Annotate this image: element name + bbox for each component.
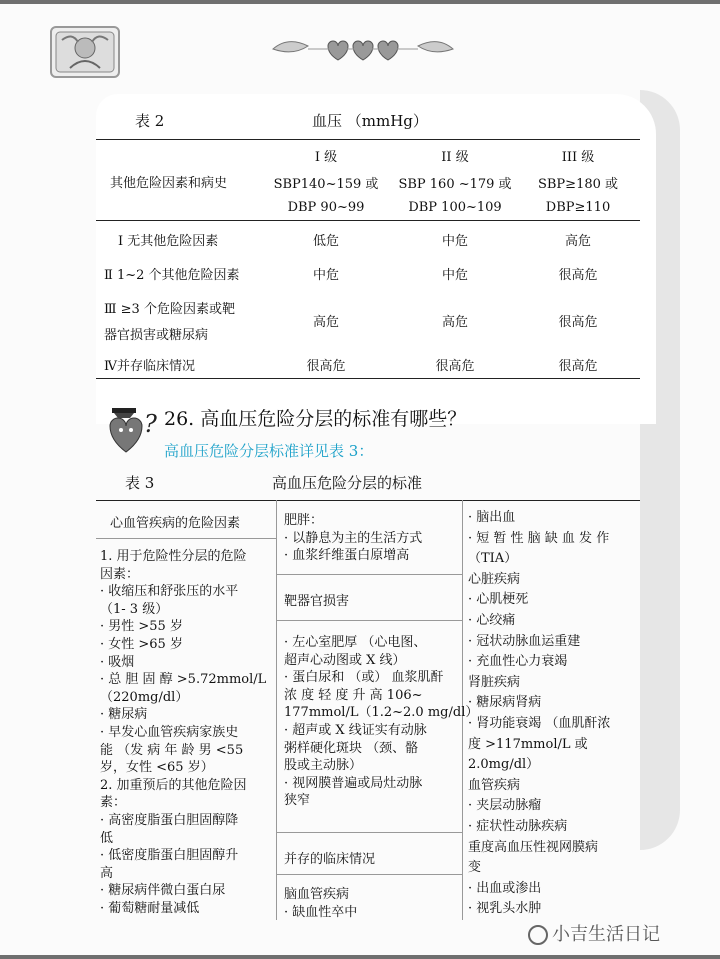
grade3-dbp: DBP≥110 <box>545 200 611 215</box>
row3-grade3: 很高危 <box>558 315 598 330</box>
organ-damage-line: · 蛋白尿和 （或） 血浆肌酐 <box>284 670 444 686</box>
clinical-condition-line: （TIA） <box>468 551 518 567</box>
col2-organ-header: 靶器官损害 <box>284 594 350 609</box>
risk-factor-line: · 收缩压和舒张压的水平 <box>100 584 239 600</box>
risk-factor-line: 2. 加重预后的其他危险因 <box>100 777 247 793</box>
table3-caption: 表 3 <box>125 474 155 492</box>
table3-title: 高血压危险分层的标准 <box>272 474 423 492</box>
row4-grade2: 很高危 <box>435 359 475 374</box>
row3-grade1: 高危 <box>312 315 339 330</box>
organ-damage-line: 超声心动图或 X 线） <box>284 652 406 668</box>
clinical-condition-line: · 症状性动脉疾病 <box>468 818 568 834</box>
col2-rule-3 <box>276 832 462 833</box>
risk-factor-line: 1. 用于危险性分层的危险 <box>100 549 247 564</box>
risk-factor-line: 素： <box>100 795 127 811</box>
risk-factor-line: （220mg/dl） <box>100 689 189 705</box>
obesity-line: 肥胖： <box>284 513 324 528</box>
clinical-condition-line: · 糖尿病肾病 <box>468 695 542 711</box>
organ-damage-line: 粥样硬化斑块 （颈、骼 <box>284 740 419 756</box>
risk-factor-line: 因素： <box>100 566 140 582</box>
col2-rule-1 <box>276 574 462 575</box>
grade3-sbp: SBP≥180 或 <box>537 177 619 192</box>
organ-damage-line: 狭窄 <box>284 793 311 809</box>
row2-grade2: 中危 <box>441 268 468 283</box>
clinical-condition-line: · 夹层动脉瘤 <box>468 798 542 814</box>
table2-top-rule <box>96 139 640 140</box>
table2-mid-rule <box>96 220 640 221</box>
obesity-line: · 以静息为主的生活方式 <box>284 530 423 546</box>
clinical-condition-line: 重度高血压性视网膜病 <box>468 839 599 855</box>
clinical-condition-line: · 出血或渗出 <box>468 880 542 896</box>
col1-risk-factors <box>100 548 276 917</box>
clinical-condition-line: · 心绞痛 <box>468 612 516 628</box>
clinical-condition-line: · 视乳头水肿 <box>468 901 542 917</box>
organ-damage-line: 177mmol/L（1.2~2.0 mg/dl） <box>284 705 479 721</box>
col1-header-rule <box>96 538 276 539</box>
risk-factor-line: · 总 胆 固 醇 >5.72mmol/L <box>100 672 267 688</box>
grade1-dbp: DBP 90~99 <box>287 200 365 215</box>
hearts-doves-ornament-icon <box>268 34 458 64</box>
question-subtitle: 高血压危险分层标准详见表 3： <box>164 442 374 460</box>
risk-factor-line: · 早发心血管疾病家族史 <box>100 724 239 740</box>
clinical-condition-line: 肾脏疾病 <box>468 674 521 690</box>
bottom-border <box>0 955 720 959</box>
obesity-line: · 血浆纤维蛋白原增高 <box>284 548 410 564</box>
risk-factor-line: 能 （发 病 年 龄 男 <55 <box>100 742 244 758</box>
grade2-dbp: DBP 100~109 <box>408 200 502 215</box>
logo-icon <box>50 26 120 78</box>
row4-label: Ⅳ并存临床情况 <box>104 359 195 374</box>
row1-grade3: 高危 <box>564 234 591 249</box>
grade1-sbp: SBP140~159 或 <box>273 177 379 192</box>
row3-label-line1: Ⅲ ≥3 个危险因素或靶 <box>104 302 235 317</box>
col3-clinical-conditions <box>468 508 638 920</box>
col2-rule-2 <box>276 620 462 621</box>
col1-header: 心血管疾病的危险因素 <box>110 516 241 531</box>
risk-factor-line: 岁，女性 <65 岁） <box>100 760 214 776</box>
grade3-name: III 级 <box>561 150 595 165</box>
clinical-condition-line: 心脏疾病 <box>468 571 521 587</box>
row2-grade3: 很高危 <box>558 268 598 283</box>
table2-bottom-rule <box>96 378 640 379</box>
risk-factor-line: 高 <box>100 865 114 881</box>
row2-grade1: 中危 <box>312 268 339 283</box>
table2-caption: 表 2 <box>135 112 165 130</box>
row3-label-line2: 器官损害或糖尿病 <box>104 328 209 343</box>
question-title: 26. 高血压危险分层的标准有哪些？ <box>164 408 467 430</box>
row4-grade3: 很高危 <box>558 359 598 374</box>
grade2-name: II 级 <box>441 150 469 165</box>
clinical-condition-line: · 肾功能衰竭 （血肌酐浓 <box>468 715 611 731</box>
clinical-condition-line: 度 >117mmol/L 或 <box>468 736 588 752</box>
row4-grade1: 很高危 <box>306 359 346 374</box>
organ-damage-line: 股或主动脉） <box>284 758 363 774</box>
risk-factor-line: · 男性 >55 岁 <box>100 619 183 635</box>
table2-card <box>96 94 656 424</box>
risk-factor-line: · 糖尿病 <box>100 707 148 723</box>
watermark <box>528 920 660 946</box>
clinical-condition-line: · 心肌梗死 <box>468 592 529 608</box>
clinical-condition-line: · 冠状动脉血运重建 <box>468 633 581 649</box>
clinical-condition-line: 血管疾病 <box>468 777 521 793</box>
watermark-icon <box>528 925 548 945</box>
clinical-condition-line: · 脑出血 <box>468 510 516 525</box>
row1-label: Ⅰ 无其他危险因素 <box>118 234 219 249</box>
clinical-condition-line: · 短 暂 性 脑 缺 血 发 作 <box>468 530 610 546</box>
risk-factor-line: · 葡萄糖耐量减低 <box>100 900 200 916</box>
top-border <box>0 0 720 4</box>
organ-damage-line: 浓 度 轻 度 升 高 106~ <box>284 687 423 703</box>
risk-factor-line: · 女性 >65 岁 <box>100 636 183 652</box>
row1-grade1: 低危 <box>312 234 339 249</box>
clinical-condition-line: 2.0mg/dl） <box>468 757 540 773</box>
row2-label: Ⅱ 1~2 个其他危险因素 <box>104 268 240 283</box>
risk-factor-line: （1- 3 级） <box>100 601 169 617</box>
row3-grade2: 高危 <box>441 315 468 330</box>
table2-title: 血压 （mmHg） <box>312 112 428 130</box>
risk-factor-line: · 低密度脂蛋白胆固醇升 <box>100 848 239 864</box>
svg-text:?: ? <box>144 410 157 438</box>
clinical-line: 脑血管疾病 <box>284 887 350 902</box>
organ-damage-line: · 左心室肥厚 （心电图、 <box>284 635 427 650</box>
grade2-sbp: SBP 160 ~179 或 <box>398 177 512 192</box>
watermark-text: 小吉生活日记 <box>552 924 660 945</box>
table3-top-rule <box>96 500 640 501</box>
clinical-line: · 缺血性卒中 <box>284 904 358 920</box>
grade1-name: I 级 <box>314 150 338 165</box>
risk-factor-line: · 吸烟 <box>100 654 135 670</box>
col2-clinical <box>284 886 462 921</box>
risk-factor-line: · 高密度脂蛋白胆固醇降 <box>100 812 239 828</box>
table2-row-header: 其他危险因素和病史 <box>110 176 228 191</box>
col2-clinical-header: 并存的临床情况 <box>284 852 376 867</box>
col2-organ-damage <box>284 634 479 810</box>
col2-rule-4 <box>276 874 462 875</box>
clinical-condition-line: · 充血性心力衰竭 <box>468 654 568 670</box>
col2-obesity <box>284 512 462 565</box>
risk-factor-line: 低 <box>100 830 114 846</box>
risk-factor-line: · 糖尿病伴微白蛋白尿 <box>100 883 226 899</box>
organ-damage-line: · 视网膜普遍或局灶动脉 <box>284 775 423 791</box>
organ-damage-line: · 超声或 X 线证实有动脉 <box>284 722 427 738</box>
doctor-heart-icon <box>100 404 162 456</box>
clinical-condition-line: 变 <box>468 860 482 876</box>
row1-grade2: 中危 <box>441 234 468 249</box>
table3-divider-1 <box>276 500 277 920</box>
